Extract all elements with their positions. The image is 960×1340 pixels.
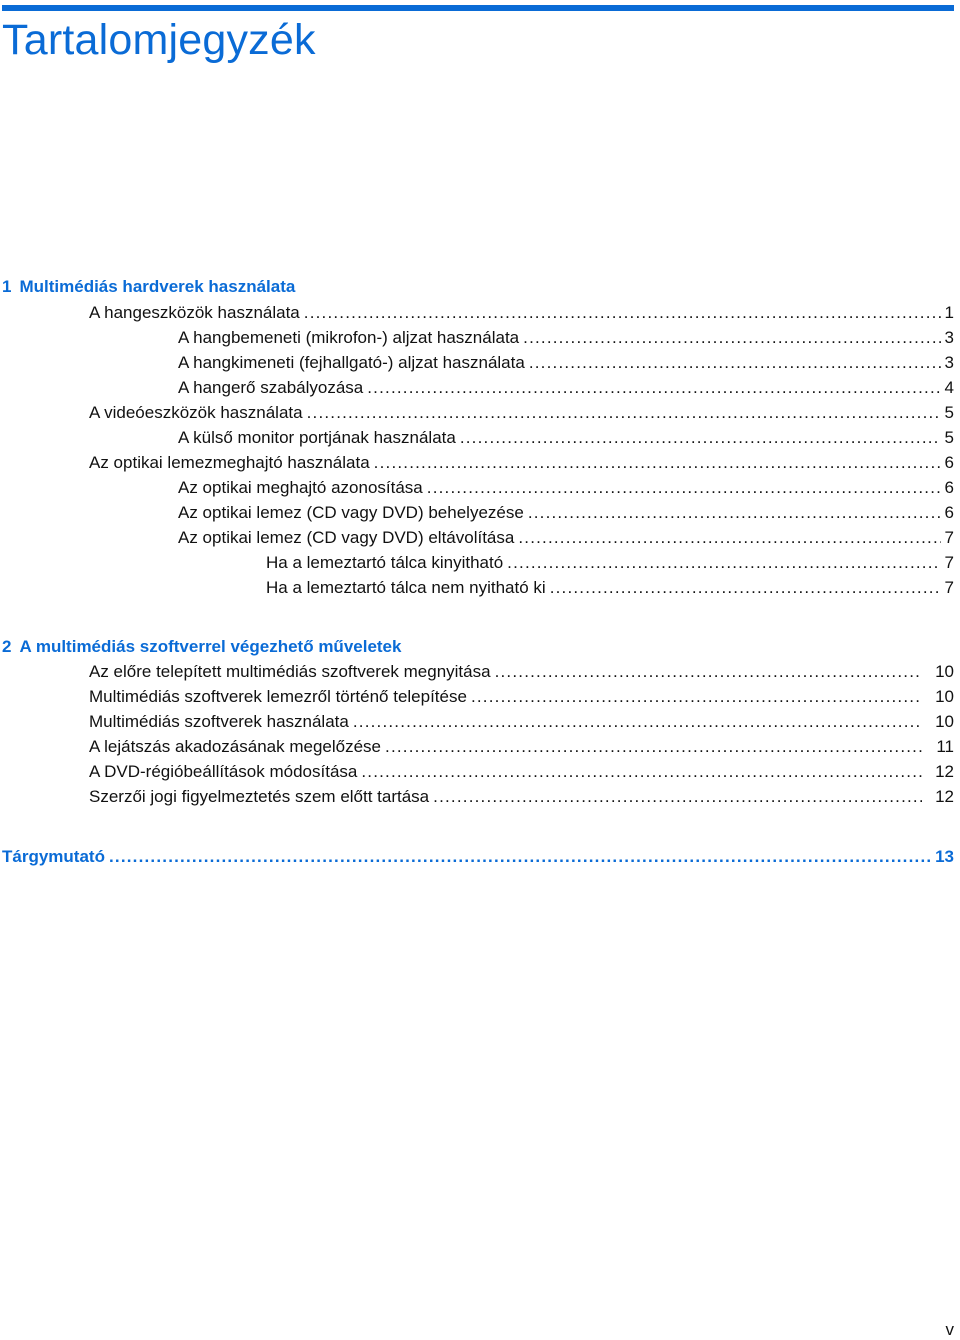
toc-entry-page: 3	[944, 353, 954, 372]
dot-leader	[353, 712, 922, 732]
dot-leader	[307, 403, 941, 423]
toc-entry-page: 7	[944, 528, 954, 547]
toc-entry-page: 4	[944, 378, 954, 397]
toc-entry-page: 12	[935, 762, 954, 781]
dot-leader	[495, 662, 922, 682]
toc-entry[interactable]	[266, 553, 954, 573]
toc-entry-page: 10	[935, 687, 954, 706]
dot-leader	[374, 453, 941, 473]
toc-entry[interactable]	[178, 528, 954, 548]
toc-entry[interactable]	[178, 428, 954, 448]
toc-entry[interactable]	[266, 578, 954, 598]
dot-leader	[507, 553, 940, 573]
dot-leader	[518, 528, 940, 548]
dot-leader	[304, 303, 941, 323]
toc-entry-text: Az optikai lemez (CD vagy DVD) eltávolítása	[178, 528, 515, 547]
toc-entry-text: Az előre telepített multimédiás szoftverek megnyitása	[89, 662, 491, 681]
toc-entry[interactable]	[178, 328, 954, 348]
toc-entry[interactable]	[89, 712, 954, 732]
toc-entry[interactable]	[178, 478, 954, 498]
toc-entry-page: 7	[944, 578, 954, 597]
toc-entry-page: 3	[944, 328, 954, 347]
dot-leader	[433, 787, 922, 807]
dot-leader	[109, 847, 931, 867]
toc-entry[interactable]	[178, 353, 954, 373]
dot-leader	[427, 478, 941, 498]
chapter-title: A multimédiás szoftverrel végezhető műveletek	[19, 637, 402, 656]
toc-entry-text: Multimédiás szoftverek lemezről történő telepítése	[89, 687, 467, 706]
toc-entry[interactable]	[89, 762, 954, 782]
chapter-title: Multimédiás hardverek használata	[19, 277, 296, 296]
toc-entry-text: Ha a lemeztartó tálca nem nyitható ki	[266, 578, 546, 597]
toc-entry-text: A hangerő szabályozása	[178, 378, 364, 397]
toc-entry[interactable]	[89, 303, 954, 323]
dot-leader	[385, 737, 922, 757]
toc-entry-text: Szerzői jogi figyelmeztetés szem előtt tartása	[89, 787, 430, 806]
dot-leader	[529, 353, 941, 373]
toc-entry-text: Az optikai meghajtó azonosítása	[178, 478, 423, 497]
toc-entry-text: Ha a lemeztartó tálca kinyitható	[266, 553, 504, 572]
toc-entry[interactable]	[89, 787, 954, 807]
chapter-2-heading[interactable]	[2, 637, 401, 657]
toc-entry[interactable]	[89, 687, 954, 707]
dot-leader	[361, 762, 922, 782]
toc-entry-page: 7	[944, 553, 954, 572]
toc-entry-page: 10	[935, 662, 954, 681]
dot-leader	[550, 578, 941, 598]
dot-leader	[528, 503, 941, 523]
chapter-number: 2	[2, 637, 12, 656]
dot-leader	[523, 328, 940, 348]
toc-entry-page: 10	[935, 712, 954, 731]
toc-entry-page: 6	[944, 453, 954, 472]
header-rule	[2, 5, 954, 11]
toc-entry-text: A videóeszközök használata	[89, 403, 303, 422]
toc-entry-text: A hangkimeneti (fejhallgató-) aljzat használata	[178, 353, 525, 372]
toc-entry-page: 6	[944, 478, 954, 497]
dot-leader	[367, 378, 940, 398]
toc-entry-page: 11	[936, 737, 954, 756]
toc-entry[interactable]	[89, 737, 954, 757]
index-entry-text: Tárgymutató	[2, 847, 105, 866]
toc-entry-page: 5	[944, 403, 954, 422]
toc-entry[interactable]	[89, 453, 954, 473]
toc-entry-text: A DVD-régióbeállítások módosítása	[89, 762, 358, 781]
toc-entry[interactable]	[89, 403, 954, 423]
dot-leader	[471, 687, 922, 707]
toc-entry[interactable]	[178, 378, 954, 398]
toc-entry[interactable]	[89, 662, 954, 682]
toc-entry-page: 5	[944, 428, 954, 447]
toc-entry[interactable]	[178, 503, 954, 523]
page-title: Tartalomjegyzék	[2, 16, 316, 64]
toc-entry-page: 12	[935, 787, 954, 806]
toc-entry-page: 1	[944, 303, 954, 322]
toc-entry-text: A külső monitor portjának használata	[178, 428, 456, 447]
chapter-1-heading[interactable]	[2, 277, 295, 297]
page-number: v	[945, 1320, 954, 1339]
dot-leader	[460, 428, 941, 448]
toc-entry-page: 6	[944, 503, 954, 522]
index-entry[interactable]	[2, 847, 954, 867]
chapter-number: 1	[2, 277, 12, 296]
toc-entry-text: A hangbemeneti (mikrofon-) aljzat használata	[178, 328, 520, 347]
toc-entry-text: Az optikai lemezmeghajtó használata	[89, 453, 370, 472]
toc-entry-text: A lejátszás akadozásának megelőzése	[89, 737, 382, 756]
toc-entry-text: Multimédiás szoftverek használata	[89, 712, 349, 731]
toc-entry-text: A hangeszközök használata	[89, 303, 300, 322]
toc-entry-text: Az optikai lemez (CD vagy DVD) behelyezése	[178, 503, 524, 522]
index-entry-page: 13	[935, 847, 954, 866]
